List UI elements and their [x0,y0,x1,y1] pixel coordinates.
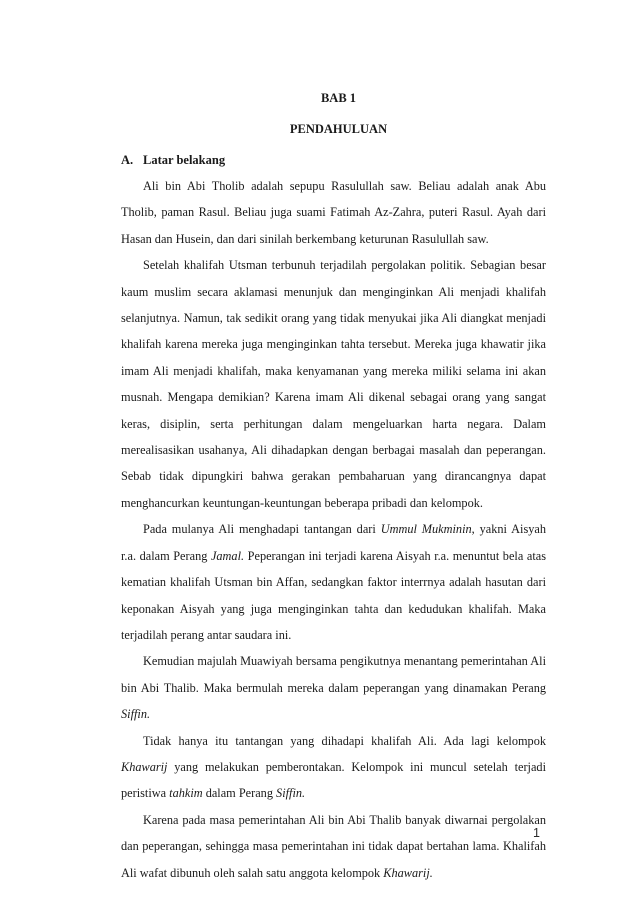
chapter-number: BAB 1 [320,91,357,105]
body-paragraph [121,173,546,252]
paragraph-text: Pada mulanya Ali menghadapi tantangan dari [143,522,381,537]
chapter-title: PENDAHULUAN [289,122,388,136]
page-content [121,90,546,886]
italic-term: Khawarij [121,759,168,774]
paragraph-text: Ali bin Abi Tholib adalah sepupu Rasulullah saw. Beliau adalah anak Abu Tholib, paman Rasul. Beliau juga suami Fatimah Az-Zahra, puteri Rasul. Ayah dari Hasan dan Husein, dan dari sinilah berkembang keturunan Rasulullah saw. [121,179,546,246]
section-heading [121,152,546,168]
body-paragraph [121,516,546,648]
italic-term: Siffin. [121,707,151,722]
page-number: 1 [533,826,540,840]
italic-term: tahkim [169,786,203,801]
paragraph-text: dalam Perang [202,786,277,801]
section-heading-text: Latar belakang [143,153,226,167]
body-paragraph [121,252,546,516]
italic-term: Ummul Mukminin [380,522,472,537]
body-paragraph [121,807,546,886]
paragraph-text: , yakni Aisyah r.a. dalam Perang [121,522,547,563]
paragraph-text: Setelah khalifah Utsman terbunuh terjadilah pergolakan politik. Sebagian besar kaum muslim secara aklamasi menunjuk dan menginginkan Ali menjadi khalifah selanjutnya. Namun, tak sedikit orang yang tidak menyukai jika Ali diangkat menjadi khalifah karena mereka juga menginginkan tahta tersebut. Mereka juga khawatir jika imam Ali menjadi khalifah, maka kenyamanan yang mereka miliki selama ini akan musnah. Mengapa demikian? Karena imam Ali dikenal sebagai orang yang sangat keras, disiplin, serta perhitungan dalam mengeluarkan harta negara. Dalam merealisasikan usahanya, Ali dihadapkan dengan berbagai masalah dan peperangan. Sebab tidak dipungkiri bahwa gerakan pembaharuan yang dirancangnya dapat menghancurkan keuntungan-keuntungan beberapa pribadi dan kelompok. [121,258,546,510]
italic-term: Jamal. [210,548,245,563]
italic-term: Khawarij. [383,865,433,880]
section-letter: A. [121,153,134,167]
paragraph-text: Peperangan ini terjadi karena Aisyah r.a. menuntut bela atas kematian khalifah Utsman bin Affan, sedangkan faktor interrnya adalah hasutan dari keponakan Aisyah yang juga menginginkan tahta dan kedudukan khalifah. Maka terjadilah perang antar saudara ini. [121,548,546,642]
body-paragraphs [121,173,546,886]
paragraph-text: yang melakukan pemberontakan. Kelompok ini muncul setelah terjadi peristiwa [121,759,546,801]
paragraph-text: Karena pada masa pemerintahan Ali bin Abi Thalib banyak diwarnai pergolakan dan peperangan, sehingga masa pemerintahan ini tidak dapat bertahan lama. Khalifah Ali wafat dibunuh oleh salah satu anggota kelompok [121,812,546,880]
paragraph-text: Kemudian majulah Muawiyah bersama pengikutnya menantang pemerintahan Ali bin Abi Thalib. Maka bermulah mereka dalam peperangan yang dinamakan Perang [121,654,546,695]
italic-term: Siffin. [276,786,306,801]
body-paragraph [121,728,546,807]
body-paragraph [121,648,546,727]
paragraph-text: Tidak hanya itu tantangan yang dihadapi khalifah Ali. Ada lagi kelompok [143,733,546,748]
